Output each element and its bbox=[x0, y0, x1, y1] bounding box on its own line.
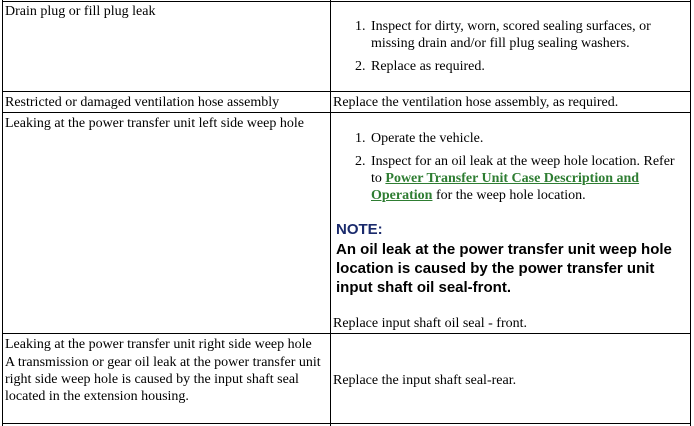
table-row bbox=[5, 3, 327, 20]
list-item: 1. Operate the vehicle. bbox=[355, 131, 484, 146]
condition-cell: Restricted or damaged ventilation hose assembly bbox=[5, 95, 280, 110]
row-divider bbox=[2, 333, 691, 334]
table-border-top bbox=[2, 1, 691, 2]
condition-cell: Drain plug or fill plug leak bbox=[5, 4, 156, 19]
table-row bbox=[5, 336, 331, 405]
action-cell bbox=[333, 18, 685, 75]
condition-detail: A transmission or gear oil leak at the power transfer unit right side weep hole is caused by the input shaft seal located in the extension housing. bbox=[5, 355, 321, 404]
action-cell bbox=[333, 130, 685, 204]
note-text: An oil leak at the power transfer unit weep hole location is caused by the power transfer unit input shaft oil seal-front. bbox=[336, 241, 672, 296]
step-list bbox=[333, 18, 685, 75]
list-item: 2. Inspect for an oil leak at the weep hole location. Refer to Power Transfer Unit Case Description and Operation for the weep hole location. bbox=[355, 154, 675, 203]
list-item: 2. Replace as required. bbox=[355, 59, 485, 74]
list-item: 1. Inspect for dirty, worn, scored sealing surfaces, or missing drain and/or fill plug sealing washers. bbox=[355, 19, 651, 51]
condition-cell: Leaking at the power transfer unit right side weep hole bbox=[5, 337, 312, 352]
action-text: Replace input shaft oil seal - front. bbox=[333, 316, 527, 331]
note-block bbox=[336, 221, 688, 297]
table-border-right bbox=[690, 0, 691, 426]
table-border-left bbox=[2, 0, 3, 426]
case-description-link[interactable]: Power Transfer Unit Case Description and Operation bbox=[371, 171, 640, 203]
table-row bbox=[5, 115, 323, 132]
note-label: NOTE: bbox=[336, 221, 383, 238]
action-cell: Replace the ventilation hose assembly, as required. bbox=[333, 95, 619, 110]
action-cell: Replace the input shaft seal-rear. bbox=[333, 373, 517, 388]
step-list bbox=[333, 130, 685, 204]
condition-cell: Leaking at the power transfer unit left side weep hole bbox=[5, 116, 304, 131]
row-divider bbox=[2, 91, 691, 92]
row-divider bbox=[2, 112, 691, 113]
table-row bbox=[5, 94, 327, 111]
row-divider bbox=[2, 423, 691, 424]
